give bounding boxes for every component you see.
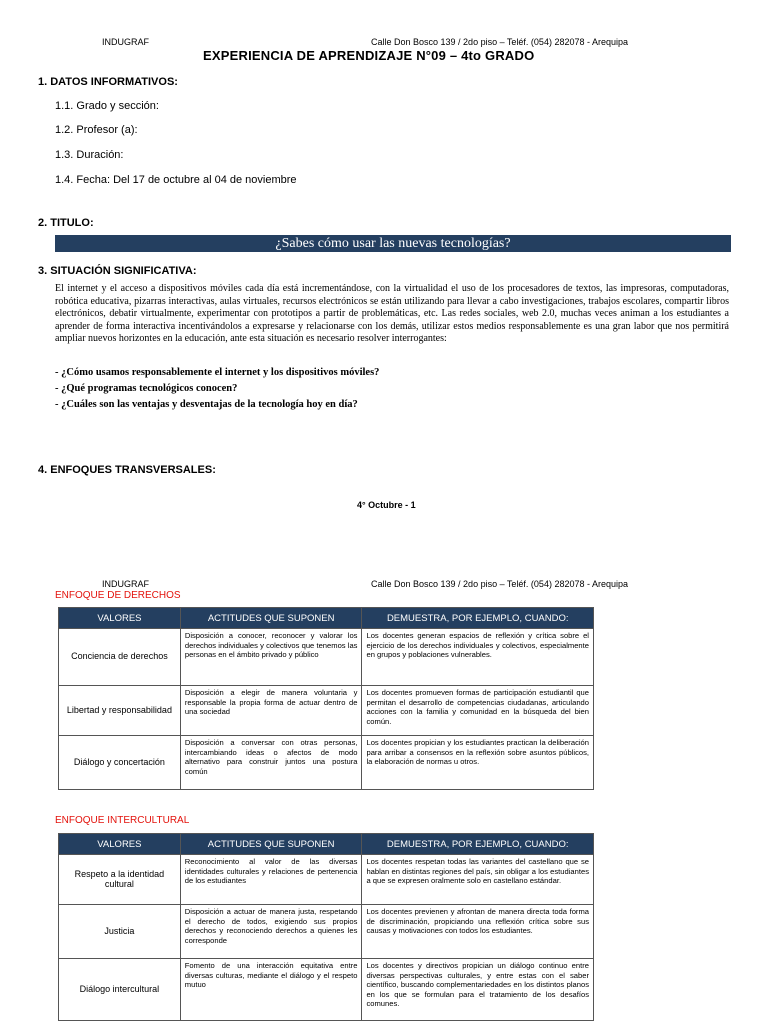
valor-cell: Conciencia de derechos bbox=[59, 629, 181, 686]
col-header-actitudes: ACTITUDES QUE SUPONEN bbox=[180, 834, 362, 855]
titulo-heading: 2. TITULO: bbox=[38, 217, 94, 229]
datos-item: 1.2. Profesor (a): bbox=[55, 124, 138, 136]
table-row bbox=[59, 686, 594, 736]
enfoque-derechos-table bbox=[58, 607, 594, 790]
ejemplo-cell: Los docentes promueven formas de participación estudiantil que permitan el desarrollo de competencias ciudadanas, articulando acciones con la familia y comunidad en la búsqueda del bien común. bbox=[362, 686, 594, 736]
table-row bbox=[59, 905, 594, 959]
valor-cell: Libertad y responsabilidad bbox=[59, 686, 181, 736]
actitud-cell: Disposición a actuar de manera justa, respetando el derecho de todos, exigiendo sus propios derechos y reconociendo derechos a quienes les corresponde bbox=[180, 905, 362, 959]
page-title: EXPERIENCIA DE APRENDIZAJE N°09 – 4to GRADO bbox=[203, 48, 535, 63]
ejemplo-cell: Los docentes previenen y afrontan de manera directa toda forma de discriminación, propiciando una reflexión crítica sobre sus causas y motivaciones con todos los estudiantes. bbox=[362, 905, 594, 959]
valor-cell: Diálogo y concertación bbox=[59, 736, 181, 790]
enfoque-intercultural-table bbox=[58, 833, 594, 1021]
actitud-cell: Reconocimiento al valor de las diversas identidades culturales y relaciones de pertenencia de los estudiantes bbox=[180, 855, 362, 905]
ejemplo-cell: Los docentes y directivos propician un diálogo continuo entre diversas perspectivas culturales, y entre estas con el saber científico, buscando complementariedades en los distintos planos en los que se formulan para el tratamiento de los desafíos comunes. bbox=[362, 959, 594, 1021]
table-row bbox=[59, 855, 594, 905]
header-address: Calle Don Bosco 139 / 2do piso – Teléf. (054) 282078 - Arequipa bbox=[371, 37, 629, 47]
table-row bbox=[59, 736, 594, 790]
valor-cell: Justicia bbox=[59, 905, 181, 959]
col-header-demuestra: DEMUESTRA, POR EJEMPLO, CUANDO: bbox=[362, 834, 594, 855]
enfoque-derechos-label: ENFOQUE DE DERECHOS bbox=[55, 590, 181, 601]
titulo-banner: ¿Sabes cómo usar las nuevas tecnologías? bbox=[55, 235, 731, 252]
table-row bbox=[59, 959, 594, 1021]
actitud-cell: Disposición a conocer, reconocer y valorar los derechos individuales y colectivos que tenemos las personas en el ámbito privado y público bbox=[180, 629, 362, 686]
valor-cell: Respeto a la identidad cultural bbox=[59, 855, 181, 905]
actitud-cell: Disposición a conversar con otras personas, intercambiando ideas o afectos de modo alternativo para construir juntos una postura común bbox=[180, 736, 362, 790]
col-header-demuestra: DEMUESTRA, POR EJEMPLO, CUANDO: bbox=[362, 608, 594, 629]
col-header-valores: VALORES bbox=[59, 834, 181, 855]
ejemplo-cell: Los docentes generan espacios de reflexión y crítica sobre el ejercicio de los derechos individuales y colectivos, especialmente en grupos y poblaciones vulnerables. bbox=[362, 629, 594, 686]
datos-item: 1.3. Duración: bbox=[55, 149, 124, 161]
situacion-question: - ¿Qué programas tecnológicos conocen? bbox=[55, 383, 238, 394]
enfoques-heading: 4. ENFOQUES TRANSVERSALES: bbox=[38, 464, 216, 476]
datos-item: 1.1. Grado y sección: bbox=[55, 100, 159, 112]
header-company: INDUGRAF bbox=[102, 37, 149, 47]
datos-heading: 1. DATOS INFORMATIVOS: bbox=[38, 76, 178, 88]
situacion-question: - ¿Cómo usamos responsablemente el internet y los dispositivos móviles? bbox=[55, 367, 380, 378]
datos-item: 1.4. Fecha: Del 17 de octubre al 04 de noviembre bbox=[55, 174, 297, 186]
page-footer: 4° Octubre - 1 bbox=[357, 500, 416, 510]
ejemplo-cell: Los docentes respetan todas las variantes del castellano que se hablan en distintas regiones del país, sin obligar a los estudiantes a que se expresen oralmente solo en castellano estándar. bbox=[362, 855, 594, 905]
header-company: INDUGRAF bbox=[102, 579, 149, 589]
situacion-heading: 3. SITUACIÓN SIGNIFICATIVA: bbox=[38, 265, 197, 277]
situacion-question: - ¿Cuáles son las ventajas y desventajas de la tecnología hoy en día? bbox=[55, 399, 358, 410]
situacion-paragraph: El internet y el acceso a dispositivos móviles cada día está incrementándose, con la virtualidad el uso de los procesadores de textos, las impresoras, computadoras, robótica educativa, pizarras interactivas, aulas virtuales, recursos electrónicos se están utilizando para llevar a cabo investigaciones, trabajos escolares, compartir libros electrónicos, debatir virtualmente, experimentar con prototipos a partir de problemáticas, etc. Las redes sociales, web 2.0, muchas veces animan a los estudiantes a aprender de forma interactiva incentivándolos a expresarse y relacionarse con los demás, utilizar estos medios responsablemente es una gran labor que nos permitirá ampliar nuevos horizontes en la educación, ante esta situación es necesario resolver interrogantes: bbox=[55, 283, 729, 345]
valor-cell: Diálogo intercultural bbox=[59, 959, 181, 1021]
table-row bbox=[59, 629, 594, 686]
col-header-actitudes: ACTITUDES QUE SUPONEN bbox=[180, 608, 362, 629]
header-address: Calle Don Bosco 139 / 2do piso – Teléf. (054) 282078 - Arequipa bbox=[371, 579, 629, 589]
actitud-cell: Disposición a elegir de manera voluntaria y responsable la propia forma de actuar dentro de una sociedad bbox=[180, 686, 362, 736]
enfoque-intercultural-label: ENFOQUE INTERCULTURAL bbox=[55, 815, 190, 826]
actitud-cell: Fomento de una interacción equitativa entre diversas culturas, mediante el diálogo y el respeto mutuo bbox=[180, 959, 362, 1021]
col-header-valores: VALORES bbox=[59, 608, 181, 629]
ejemplo-cell: Los docentes propician y los estudiantes practican la deliberación para arribar a consensos en la reflexión sobre asuntos públicos, la elaboración de normas u otros. bbox=[362, 736, 594, 790]
